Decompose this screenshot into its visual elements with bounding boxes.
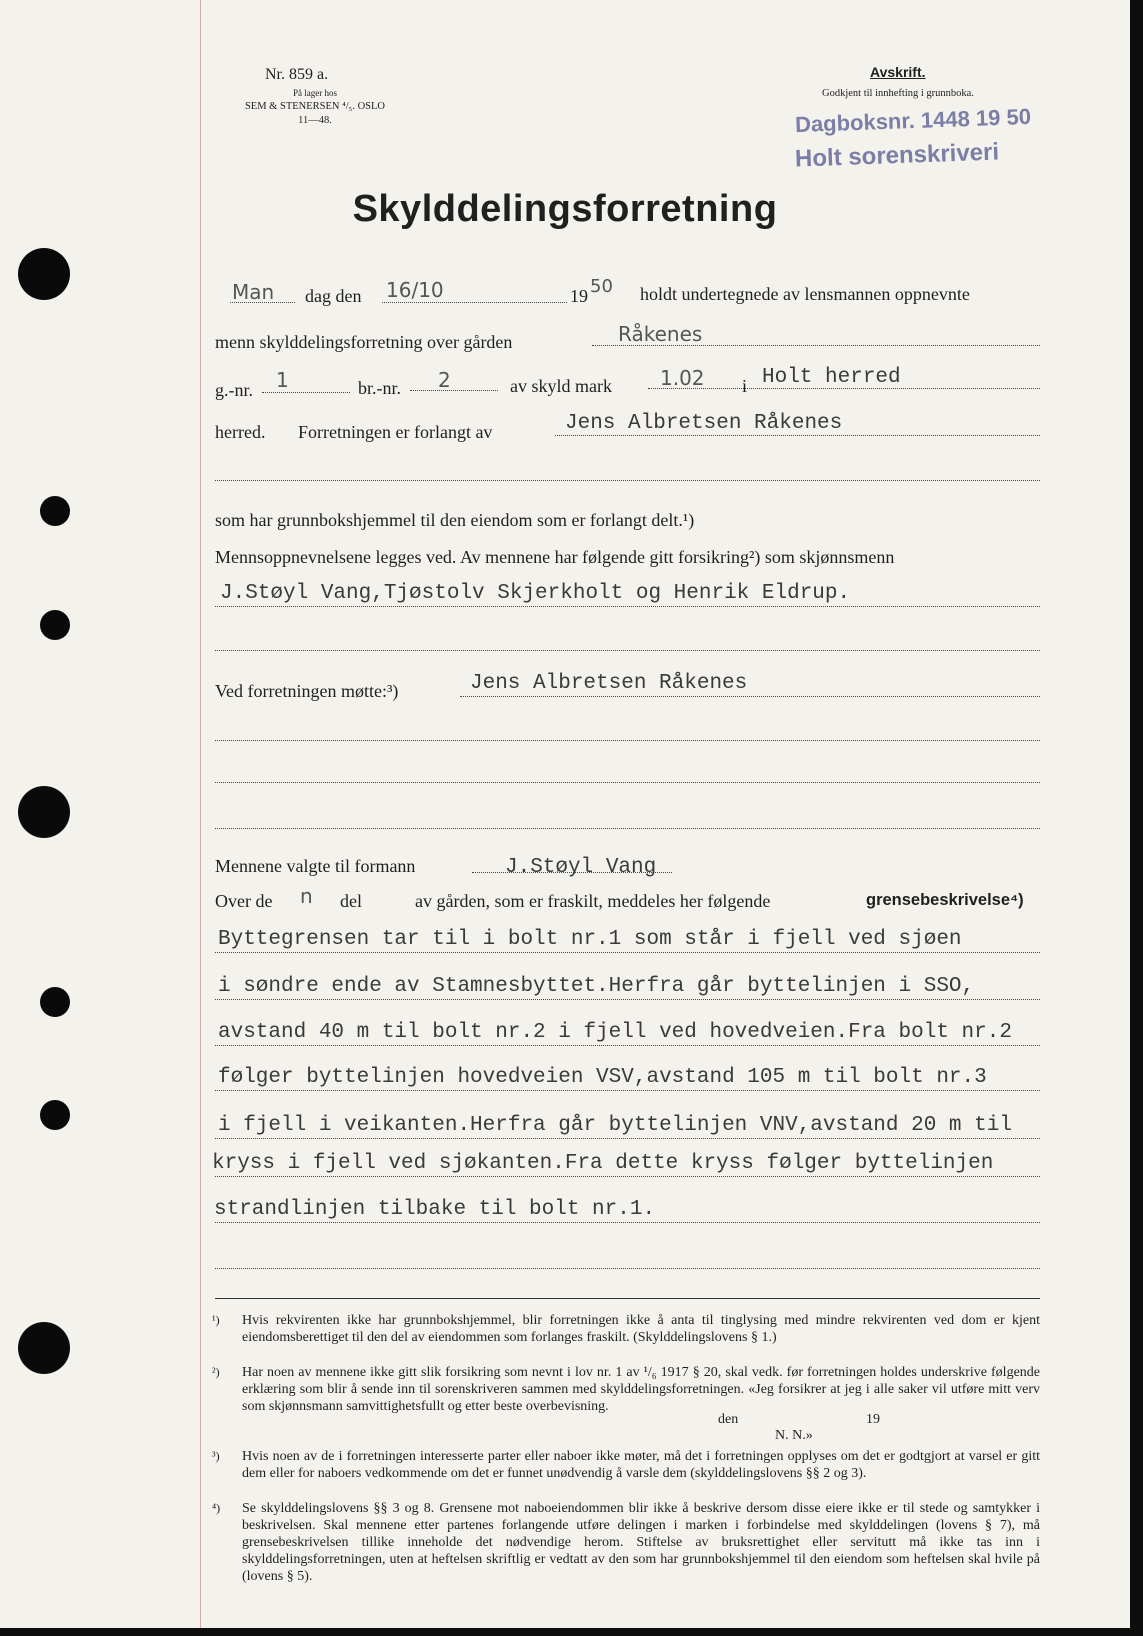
dotted-line: [215, 650, 1040, 651]
dotted-line: [215, 606, 1040, 607]
footnote-marker: ⁴): [212, 1501, 221, 1515]
footnote-text: Har noen av mennene ikke gitt slik forsikring som nevnt i lov nr. 1 av ¹/₆ 1917 § 20, skal vedk. før forretningen holdes underskrive følgende erklæring som blir å sende inn til sorenskriveren sammen med skylddelingsforretningen. «Jeg forsikrer at jeg i alle saker vil utføre mitt verv som skjønnsmann samvittighetsfullt og etter beste overbevisning.: [242, 1365, 1040, 1414]
dotted-line: [215, 1222, 1040, 1223]
dotted-line: [410, 390, 498, 391]
del-label: del: [340, 891, 362, 911]
description-line: kryss i fjell ved sjøkanten.Fra dette kryss følger byttelinjen: [212, 1152, 994, 1175]
footnote-year: 19: [866, 1412, 880, 1427]
footnote-marker: ³): [212, 1449, 220, 1463]
dotted-line: [460, 696, 1040, 697]
margin-line: [200, 0, 201, 1628]
date-value: 16/10: [386, 278, 444, 302]
printer-imprint: [230, 86, 400, 128]
approval-note: Godkjent til innhefting i grunnboka.: [822, 88, 974, 99]
printer-line: På lager hos: [293, 88, 337, 98]
held-text: holdt undertegnede av lensmannen oppnevnte: [640, 284, 970, 304]
footnote-2: [212, 1364, 1040, 1415]
description-line: i søndre ende av Stamnesbyttet.Herfra går byttelinjen i SSO,: [218, 975, 975, 998]
footnote-den: den: [718, 1412, 739, 1427]
requester-value: Jens Albretsen Råkenes: [565, 412, 843, 435]
avskrift-label: Avskrift.: [870, 64, 926, 80]
description-line: i fjell i veikanten.Herfra går byttelinjen VNV,avstand 20 m til: [218, 1114, 1012, 1137]
footnote-text: Hvis rekvirenten ikke har grunnbokshjemmel, blir forretningen ikke å anta til tinglysing med mindre rekvirenten ved dom er kjent eiendomsberettiget til den del av eiendommen som forlanges fraskilt. (Skylddelingslovens § 1.): [242, 1313, 1040, 1345]
dotted-line: [382, 302, 567, 303]
dotted-line: [215, 1045, 1040, 1046]
binder-hole: [40, 610, 70, 640]
men-value: J.Støyl Vang,Tjøstolv Skjerkholt og Henrik Eldrup.: [220, 582, 851, 605]
printer-line: 11—48.: [298, 115, 332, 126]
menn-text: menn skylddelingsforretning over gården: [215, 332, 513, 352]
gnr-value: 1: [276, 368, 289, 392]
dotted-line: [215, 480, 1040, 481]
i-label: i: [742, 376, 748, 396]
dag-den-label: dag den: [305, 286, 362, 306]
binder-hole: [18, 248, 70, 300]
brnr-label: br.-nr.: [358, 378, 401, 398]
skyld-value: 1.02: [660, 366, 705, 390]
footnote-marker: ²): [212, 1365, 220, 1379]
description-line: avstand 40 m til bolt nr.2 i fjell ved hovedveien.Fra bolt nr.2: [218, 1021, 1012, 1044]
dotted-line: [555, 435, 1040, 436]
footnote-marker: ¹): [212, 1313, 220, 1327]
form-number: Nr. 859 a.: [265, 66, 329, 83]
dotted-line: [215, 828, 1040, 829]
description-line: strandlinjen tilbake til bolt nr.1.: [214, 1198, 656, 1221]
formann-label: Mennene valgte til formann: [215, 856, 416, 876]
footnote-text: Se skylddelingslovens §§ 3 og 8. Grensene mot naboeiendommen blir ikke å beskrive dersom disse eiere ikke er til stede og samtykker i beskrivelsen. Skal mennene etter partenes forlangende utføre delingen i marken i forbindelse med skylddelingen (lovens § 7), må grensebeskrivelsen tillike inneholde det nødvendige herom. Stiftelse av bruksrettighet eller servitutt må ikke tas inn i skylddelingsforretningen, uten at heftelsen skriftlig er vedtatt av den som har grunnbokshjemmel til den eiendom som heftelsen skal hvile på (lovens § 5).: [242, 1501, 1040, 1584]
motte-label: Ved forretningen møtte:³): [215, 681, 399, 701]
binder-hole: [18, 786, 70, 838]
fraskilt-text: av gården, som er fraskilt, meddeles her følgende: [415, 891, 771, 911]
over-de-value: n: [300, 884, 313, 908]
weekday-value: Man: [232, 280, 275, 304]
footnote-3: [212, 1448, 1040, 1482]
year-prefix: 19: [570, 286, 588, 306]
dotted-line: [215, 740, 1040, 741]
binder-hole: [18, 1322, 70, 1374]
binder-hole: [40, 987, 70, 1017]
dotted-line: [215, 1090, 1040, 1091]
binder-hole: [40, 496, 70, 526]
binder-hole: [40, 1100, 70, 1130]
mennsopp-text: Mennsoppnevnelsene legges ved. Av mennene har følgende gitt forsikring²) som skjønnsmenn: [215, 547, 895, 567]
year-value: 50: [590, 276, 613, 297]
farm-value: Råkenes: [618, 322, 703, 346]
dotted-line: [215, 999, 1040, 1000]
skyld-label: av skyld mark: [510, 376, 612, 396]
over-de-label: Over de: [215, 891, 273, 911]
footnote-text: Hvis noen av de i forretningen interesserte parter eller naboer ikke møter, må det i forretningen opplyses om det er godtgjort at varsel er gitt dem eller for naboers vedkommende om det er funnet unødvendig å varsle dem (skylddelingslovens §§ 2 og 3).: [242, 1449, 1040, 1481]
dotted-line: [215, 1138, 1040, 1139]
document-title: Skylddelingsforretning: [352, 188, 778, 230]
brnr-value: 2: [438, 368, 451, 392]
grunnbok-text: som har grunnbokshjemmel til den eiendom som er forlangt delt.¹): [215, 510, 695, 530]
journal-number-stamp: Dagboksnr. 1448 19 50: [794, 103, 1032, 138]
court-stamp: Holt sorenskriveri: [794, 138, 1000, 173]
formann-value: J.Støyl Vang: [505, 856, 657, 879]
printer-line: SEM & STENERSEN ⁴/₅. OSLO: [244, 101, 386, 112]
forlangt-label: Forretningen er forlangt av: [298, 422, 493, 442]
herred-value: Holt herred: [762, 366, 901, 389]
gnr-label: g.-nr.: [215, 380, 253, 400]
footnote-rule: [215, 1298, 1040, 1299]
grensebeskrivelse-label: grensebeskrivelse⁴): [866, 891, 1024, 909]
dotted-line: [215, 952, 1040, 953]
footnote-1: [212, 1312, 1040, 1346]
dotted-line: [262, 392, 350, 393]
herred-label: herred.: [215, 422, 266, 442]
description-line: Byttegrensen tar til i bolt nr.1 som står i fjell ved sjøen: [218, 928, 962, 951]
footnote-nn: N. N.»: [775, 1428, 813, 1443]
dotted-line: [215, 1268, 1040, 1269]
description-line: følger byttelinjen hovedveien VSV,avstand 105 m til bolt nr.3: [218, 1066, 987, 1089]
motte-value: Jens Albretsen Råkenes: [470, 672, 748, 695]
dotted-line: [215, 1176, 1040, 1177]
footnote-4: [212, 1500, 1040, 1585]
dotted-line: [215, 782, 1040, 783]
